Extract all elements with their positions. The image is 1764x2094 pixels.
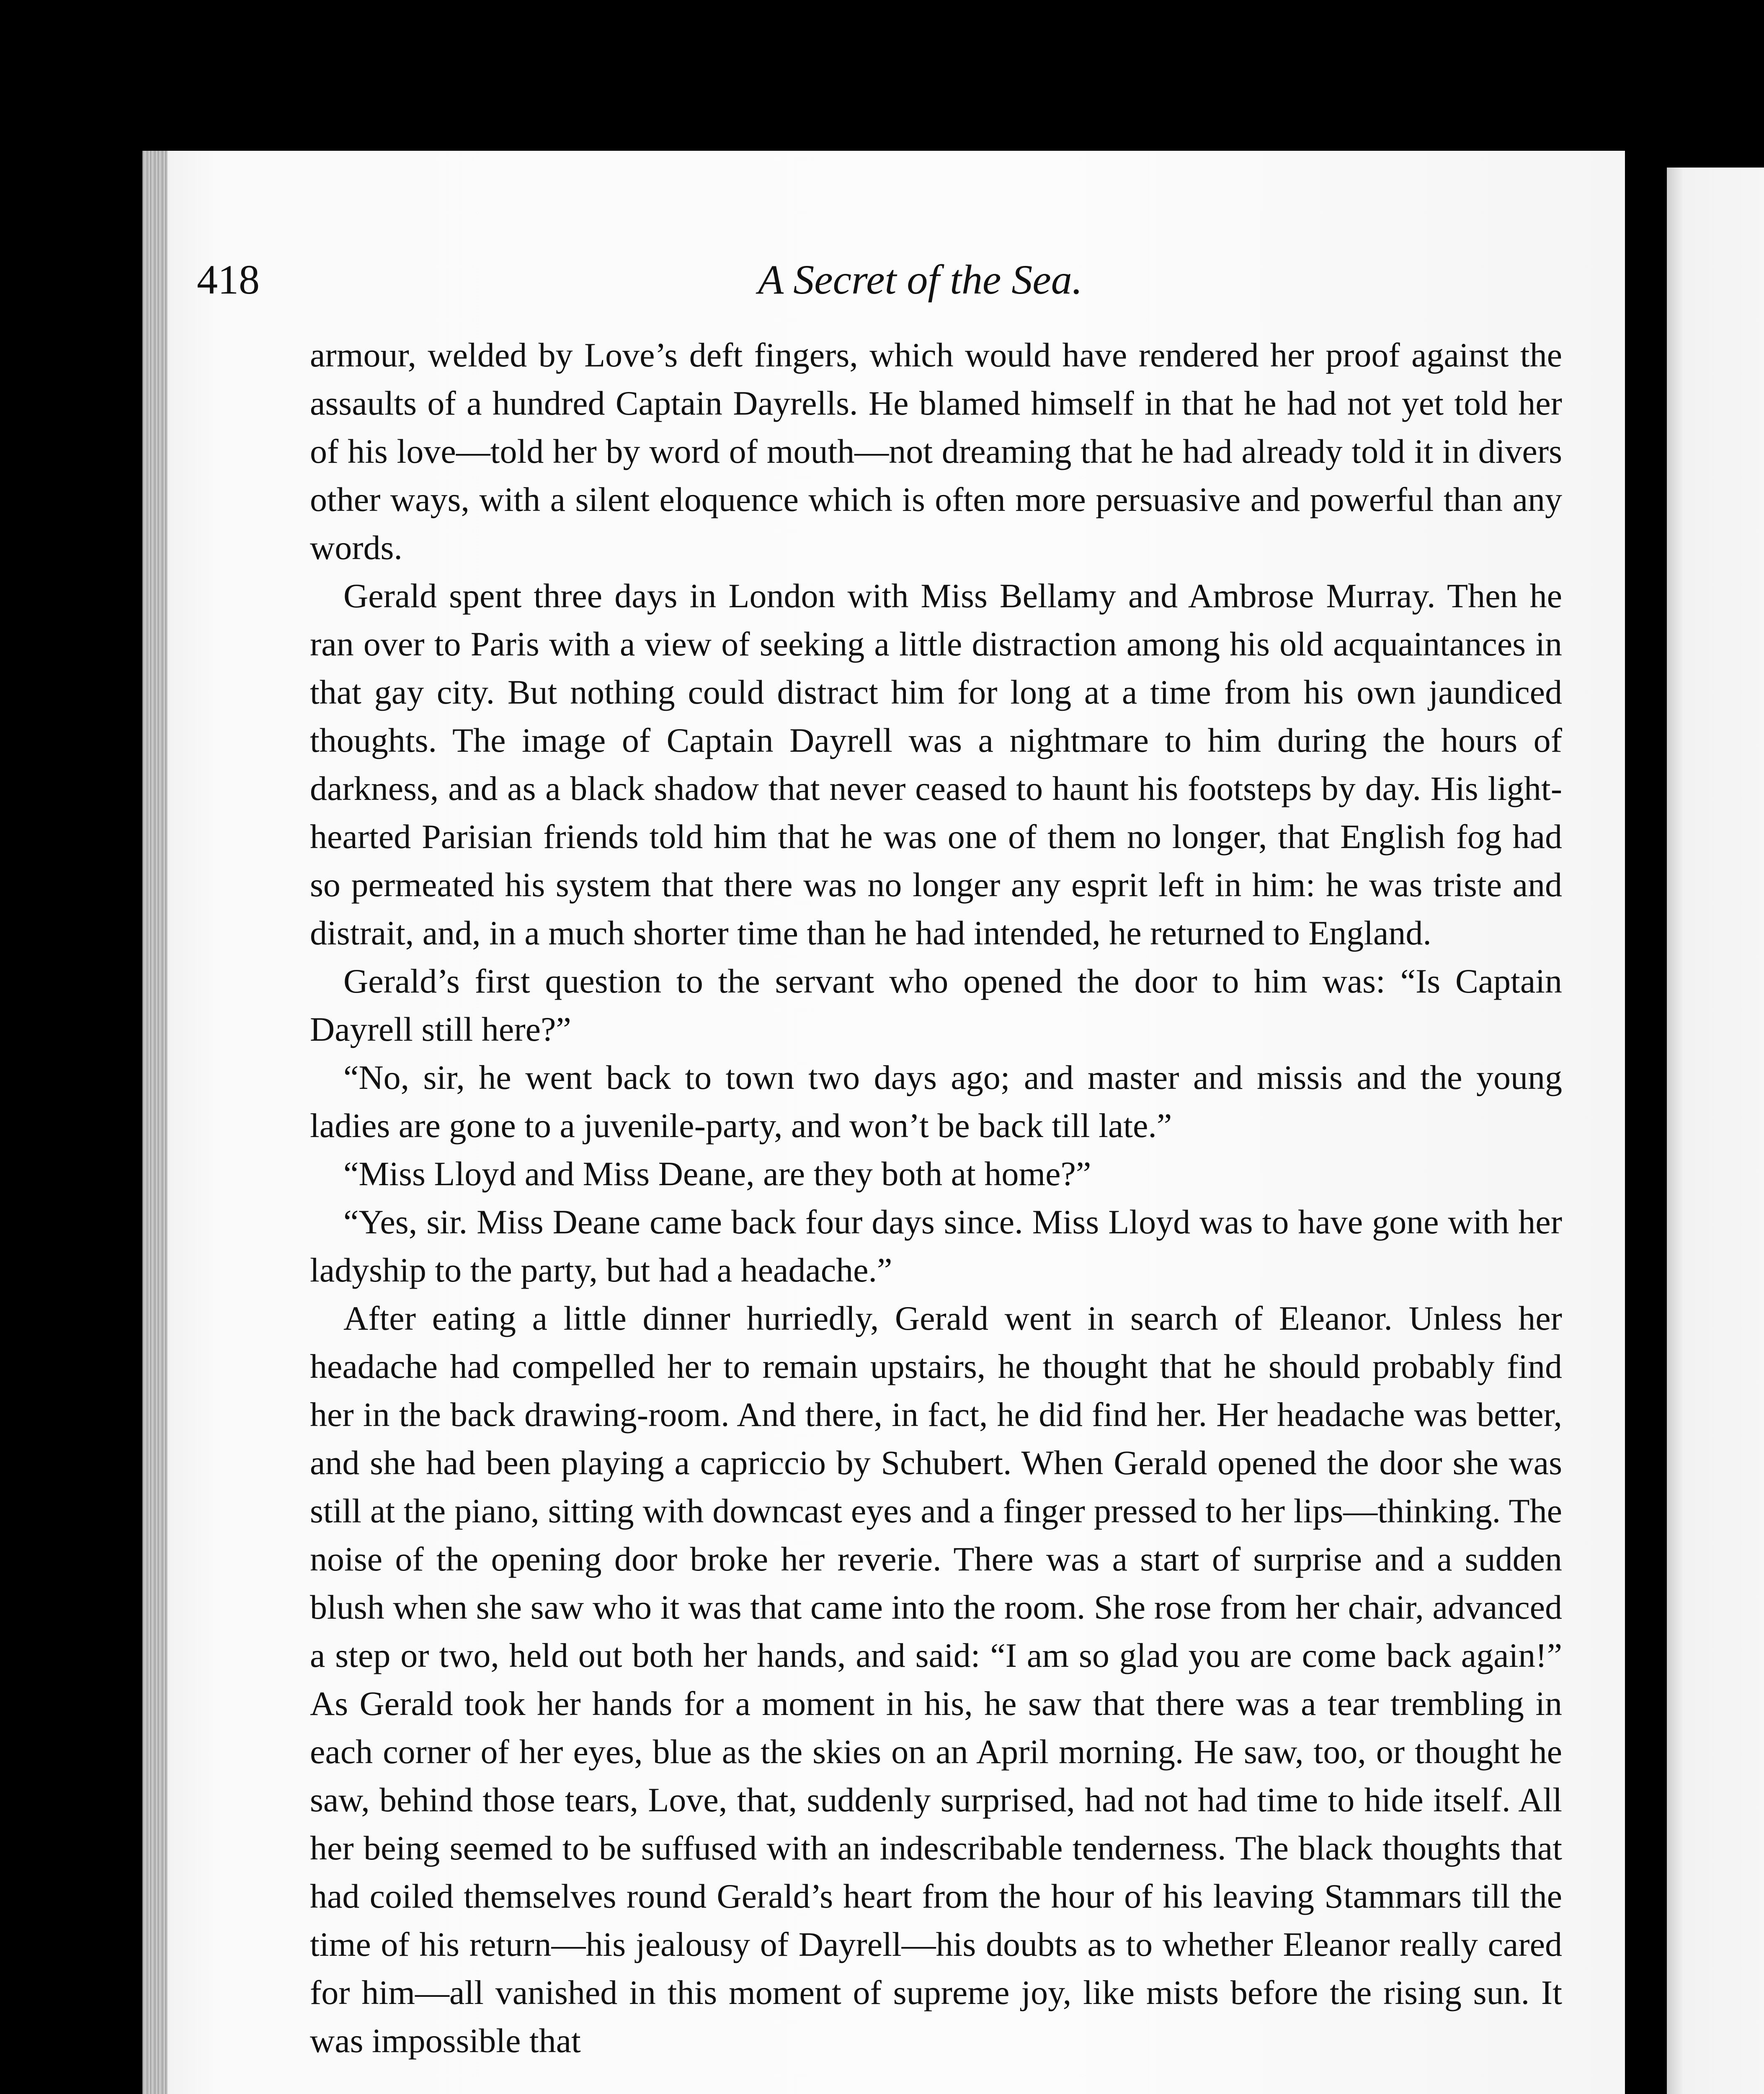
running-header [197, 255, 1550, 318]
paragraph: armour, welded by Love’s deft fingers, which would have rendered her proof against the assaults of a hundred Captain Dayrells. He blamed himself in that he had not yet told her of his love—told her by word of mouth—not dreaming that he had already told it in divers other ways, with a silent eloquence which is often more persuasive and powerful than any words. [310, 336, 1562, 567]
body-text [310, 331, 1562, 2065]
paragraph: “Miss Lloyd and Miss Deane, are they both at home?” [343, 1155, 1091, 1193]
facing-page-edge [1667, 168, 1764, 2094]
page-number: 418 [197, 256, 260, 303]
paragraph: Gerald’s first question to the servant who opened the door to him was: “Is Captain Dayrell still here?” [310, 962, 1562, 1048]
running-title: A Secret of the Sea. [758, 256, 1083, 303]
paragraph: Gerald spent three days in London with Miss Bellamy and Ambrose Murray. Then he ran over to Paris with a view of seeking a little distraction among his old acquaintances in that gay city. But nothing could distract him for long at a time from his own jaundiced thoughts. The image of Captain Dayrell was a nightmare to him during the hours of darkness, and as a black shadow that never ceased to haunt his footsteps by day. His light-hearted Parisian friends told him that he was one of them no longer, that English fog had so permeated his system that there was no longer any esprit left in him: he was triste and distrait, and, in a much shorter time than he had intended, he returned to England. [310, 577, 1562, 952]
paragraph: “No, sir, he went back to town two days ago; and master and missis and the young ladies are gone to a juvenile-party, and won’t be back till late.” [310, 1058, 1562, 1145]
paragraph: “Yes, sir. Miss Deane came back four days since. Miss Lloyd was to have gone with her ladyship to the party, but had a headache.” [310, 1203, 1562, 1289]
page-gutter [142, 151, 168, 2094]
paragraph: After eating a little dinner hurriedly, Gerald went in search of Eleanor. Unless her headache had compelled her to remain upstairs, he thought that he should probably find her in the back drawing-room. And there, in fact, he did find her. Her headache was better, and she had been playing a capriccio by Schubert. When Gerald opened the door she was still at the piano, sitting with downcast eyes and a finger pressed to her lips—thinking. The noise of the opening door broke her reverie. There was a start of surprise and a sudden blush when she saw who it was that came into the room. She rose from her chair, advanced a step or two, held out both her hands, and said: “I am so glad you are come back again!” As Gerald took her hands for a moment in his, he saw that there was a tear trembling in each corner of her eyes, blue as the skies on an April morning. He saw, too, or thought he saw, behind those tears, Love, that, suddenly surprised, had not had time to hide itself. All her being seemed to be suffused with an indescribable tenderness. The black thoughts that had coiled themselves round Gerald’s heart from the hour of his leaving Stammars till the time of his return—his jealousy of Dayrell—his doubts as to whether Eleanor really cared for him—all vanished in this moment of supreme joy, like mists before the rising sun. It was impossible that [310, 1299, 1562, 2060]
